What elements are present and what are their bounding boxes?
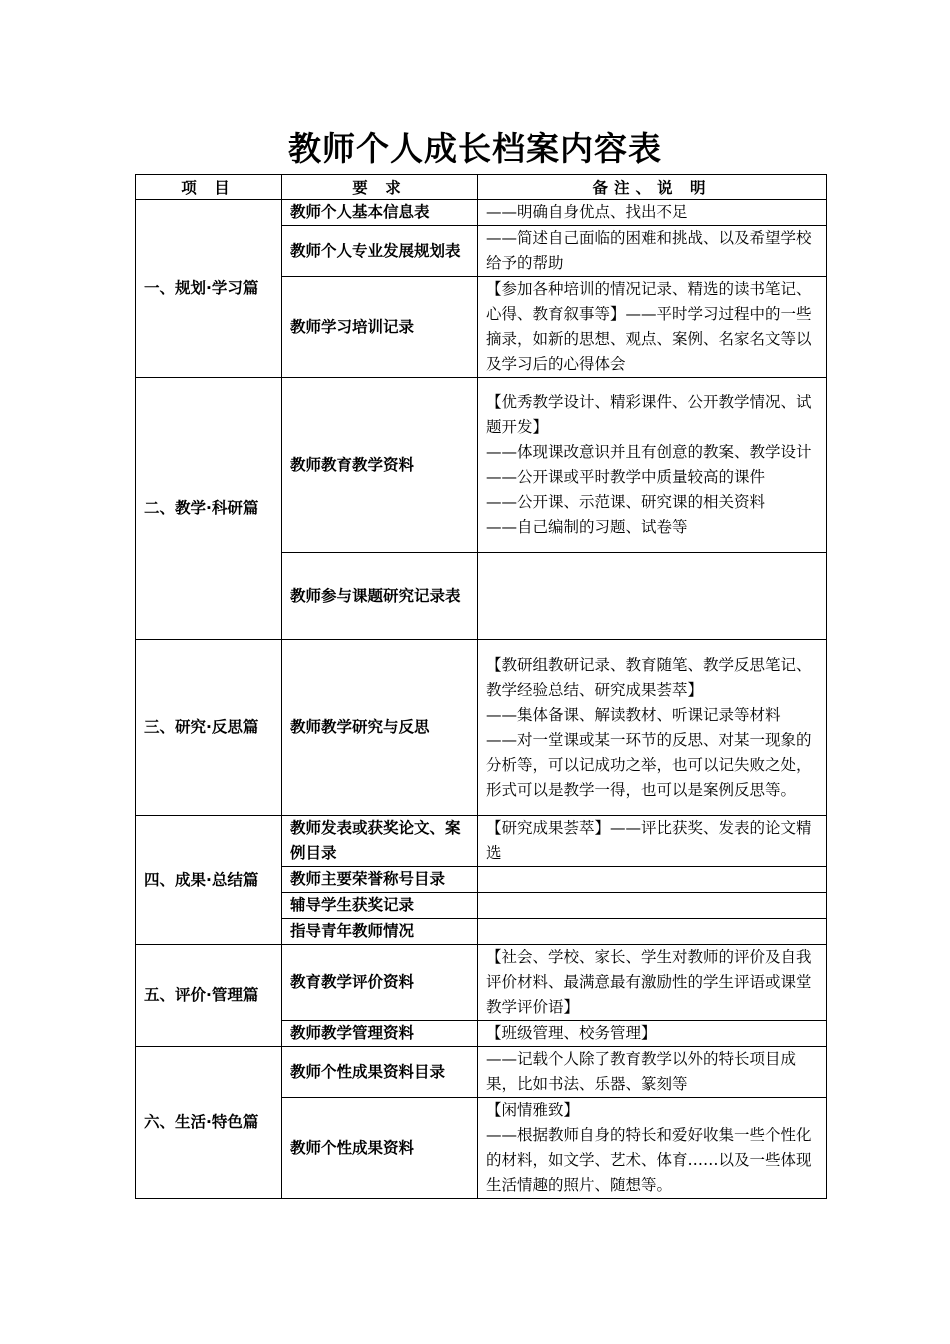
note-cell — [478, 919, 827, 945]
note-line: ——公开课或平时教学中质量较高的课件 — [486, 468, 766, 486]
note-cell — [478, 200, 827, 226]
requirement-cell: 教育教学评价资料 — [282, 945, 478, 1021]
section-label: 五、评价·管理篇 — [136, 945, 282, 1047]
requirement-cell: 教师个人基本信息表 — [282, 200, 478, 226]
note-line: 【参加各种培训的情况记录、精选的读书笔记、心得、教育叙事等】——平时学习过程中的一些摘录，如新的思想、观点、案例、名家名文等以及学习后的心得体会 — [486, 280, 812, 373]
note-cell — [478, 378, 827, 553]
requirement-cell: 指导青年教师情况 — [282, 919, 478, 945]
note-line: ——对一堂课或某一环节的反思、对某一现象的分析等，可以记成功之举，也可以记失败之处，形式可以是教学一得，也可以是案例反思等。 — [486, 730, 812, 799]
table-row — [136, 1047, 827, 1098]
column-header-item: 项 目 — [136, 175, 282, 200]
table-row — [136, 378, 827, 553]
note-cell — [478, 1098, 827, 1199]
table-row — [136, 640, 827, 816]
requirement-cell: 教师个性成果资料 — [282, 1098, 478, 1199]
note-cell — [478, 945, 827, 1021]
note-line: 【优秀教学设计、精彩课件、公开教学情况、试题开发】 — [486, 393, 812, 436]
requirement-cell: 教师教学研究与反思 — [282, 640, 478, 816]
requirement-cell: 教师参与课题研究记录表 — [282, 553, 478, 640]
note-line: ——根据教师自身的特长和爱好收集一些个性化的材料，如文学、艺术、体育……以及一些体现生活情趣的照片、随想等。 — [486, 1126, 812, 1194]
archive-content-table — [135, 174, 827, 1199]
note-cell — [478, 226, 827, 277]
note-line: ——自己编制的习题、试卷等 — [486, 518, 688, 536]
note-line: 【教研组教研记录、教育随笔、教学反思笔记、教学经验总结、研究成果荟萃】 — [486, 655, 812, 699]
page-title: 教师个人成长档案内容表 — [288, 129, 662, 168]
note-line: 【闲情雅致】 — [486, 1101, 580, 1119]
requirement-cell: 教师个人专业发展规划表 — [282, 226, 478, 277]
note-cell — [478, 1021, 827, 1047]
note-cell — [478, 893, 827, 919]
table-row — [136, 816, 827, 867]
section-label: 四、成果·总结篇 — [136, 816, 282, 945]
note-line: ——明确自身优点、找出不足 — [486, 203, 688, 221]
note-line: ——简述自己面临的困难和挑战、以及希望学校给予的帮助 — [486, 229, 812, 272]
column-header-requirement: 要 求 — [282, 175, 478, 200]
note-cell — [478, 553, 827, 640]
section-label: 一、规划·学习篇 — [136, 200, 282, 378]
requirement-cell: 教师发表或获奖论文、案例目录 — [282, 816, 478, 867]
note-line: 【班级管理、校务管理】 — [486, 1024, 657, 1042]
note-line: 【社会、学校、家长、学生对教师的评价及自我评价材料、最满意最有激励性的学生评语或课堂教学评价语】 — [486, 948, 812, 1016]
requirement-cell: 教师教育教学资料 — [282, 378, 478, 553]
note-cell — [478, 867, 827, 893]
note-line: ——公开课、示范课、研究课的相关资料 — [486, 493, 766, 511]
note-cell — [478, 640, 827, 816]
note-cell — [478, 277, 827, 378]
requirement-cell: 教师主要荣誉称号目录 — [282, 867, 478, 893]
requirement-cell: 教师学习培训记录 — [282, 277, 478, 378]
note-line: ——体现课改意识并且有创意的教案、教学设计 — [486, 443, 812, 461]
table-row — [136, 200, 827, 226]
note-line: ——集体备课、解读教材、听课记录等材料 — [486, 705, 781, 724]
table-header-row — [136, 175, 827, 200]
requirement-cell: 教师个性成果资料目录 — [282, 1047, 478, 1098]
section-label: 二、教学·科研篇 — [136, 378, 282, 640]
table-row — [136, 945, 827, 1021]
note-line: ——记载个人除了教育教学以外的特长项目成果，比如书法、乐器、篆刻等 — [486, 1050, 797, 1093]
requirement-cell: 辅导学生获奖记录 — [282, 893, 478, 919]
section-label: 六、生活·特色篇 — [136, 1047, 282, 1199]
requirement-cell: 教师教学管理资料 — [282, 1021, 478, 1047]
column-header-notes: 备注、说 明 — [478, 175, 827, 200]
section-label: 三、研究·反思篇 — [136, 640, 282, 816]
note-cell — [478, 1047, 827, 1098]
note-line: 【研究成果荟萃】——评比获奖、发表的论文精选 — [486, 819, 812, 862]
note-cell — [478, 816, 827, 867]
